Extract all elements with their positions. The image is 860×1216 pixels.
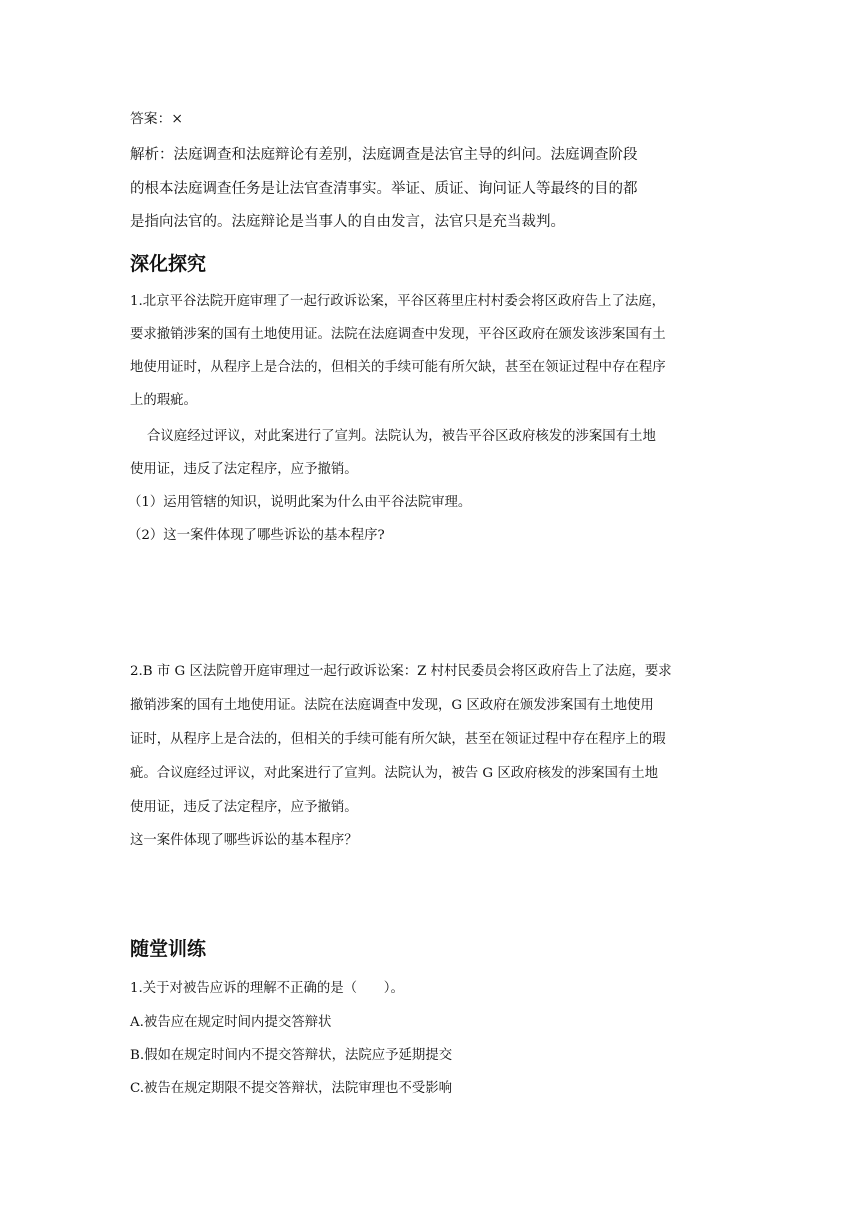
q2-line-6: 这一案件体现了哪些诉讼的基本程序？: [130, 833, 358, 848]
deepen-heading: 深化探究: [130, 253, 207, 275]
q1-line-5: 合议庭经过评议，对此案进行了宣判。法院认为，被告平谷区政府核发的涉案国有土地: [130, 429, 656, 444]
q1-subquestion-2: （2）这一案件体现了哪些诉讼的基本程序?: [128, 528, 385, 543]
q2-line-1: 2.B 市 G 区法院曾开庭审理过一起行政诉讼案：Z 村村民委员会将区政府告上了法庭，要求: [130, 664, 672, 679]
q1-line-3: 地使用证时，从程序上是合法的，但相关的手续可能有所欠缺，甚至在领证过程中存在程序: [130, 360, 666, 375]
q1-line-4: 上的瑕疵。: [130, 393, 197, 408]
analysis-line-2: 的根本法庭调查任务是让法官查清事实。举证、质证、询问证人等最终的目的都: [130, 181, 638, 197]
q2-line-4: 疵。合议庭经过评议，对此案进行了宣判。法院认为，被告 G 区政府核发的涉案国有土地: [130, 766, 659, 781]
q1-line-2: 要求撤销涉案的国有土地使用证。法院在法庭调查中发现，平谷区政府在颁发该涉案国有土: [130, 327, 666, 342]
q2-line-2: 撤销涉案的国有土地使用证。法院在法庭调查中发现，G 区政府在颁发涉案国有土地使用: [130, 698, 654, 713]
practice-heading: 随堂训练: [130, 938, 207, 960]
q2-line-5: 使用证，违反了法定程序，应予撤销。: [130, 800, 358, 815]
q2-line-3: 证时，从程序上是合法的，但相关的手续可能有所欠缺，甚至在领证过程中存在程序上的瑕: [130, 732, 666, 747]
practice-option-c: C.被告在规定期限不提交答辩状，法院审理也不受影响: [130, 1081, 453, 1096]
analysis-line-1: 解析：法庭调查和法庭辩论有差别，法庭调查是法官主导的纠问。法庭调查阶段: [130, 147, 638, 163]
q1-subquestion-1: （1）运用管辖的知识，说明此案为什么由平谷法院审理。: [128, 495, 472, 510]
practice-option-b: B.假如在规定时间内不提交答辩状，法院应予延期提交: [130, 1048, 453, 1063]
answer-line: 答案：×: [130, 111, 183, 127]
q1-line-6: 使用证，违反了法定程序，应予撤销。: [130, 462, 358, 477]
practice-question-1: 1.关于对被告应诉的理解不正确的是（ ）。: [130, 981, 404, 996]
practice-option-a: A.被告应在规定时间内提交答辩状: [130, 1015, 332, 1030]
q1-line-1: 1.北京平谷法院开庭审理了一起行政诉讼案，平谷区蒋里庄村村委会将区政府告上了法庭，: [130, 294, 666, 309]
analysis-line-3: 是指向法官的。法庭辩论是当事人的自由发言，法官只是充当裁判。: [130, 214, 565, 230]
